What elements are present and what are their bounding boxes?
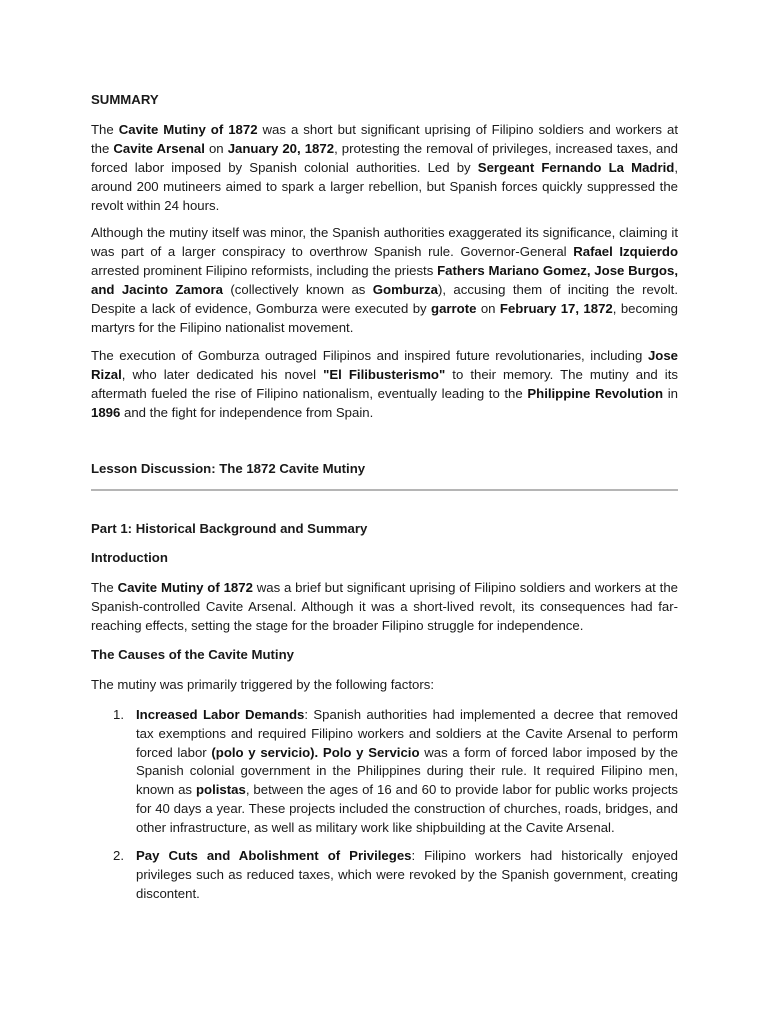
document-page (91, 91, 678, 913)
bold-term: Cavite Arsenal (113, 140, 205, 156)
cause-list-item (91, 706, 678, 838)
bold-term: "El Filibusterismo" (323, 366, 446, 382)
cause-text: Increased Labor Demands: Spanish authorities had implemented a decree that removed tax exemptions and required Filipino workers and soldiers at the Cavite Arsenal to perform forced labor (polo y servicio). Polo y Servicio was a form of forced labor imposed by the Spanish colonial government in the Philippines during their rule. It required Filipino men, known as polistas, between the ages of 16 and 60 to provide labor for public works projects for 40 days a year. These projects included the construction of churches, roads, bridges, and other infrastructure, as well as military work like shipbuilding at the Cavite Arsenal. (136, 706, 679, 836)
bold-term: Gomburza (372, 282, 438, 298)
horizontal-divider (91, 489, 678, 491)
bold-term: Pay Cuts and Abolishment of Privileges (136, 848, 412, 864)
bold-term: Jose Rizal (91, 347, 678, 382)
bold-term: Increased Labor Demands (136, 706, 305, 722)
bold-term: Cavite Mutiny of 1872 (117, 580, 253, 596)
introduction-paragraph: The Cavite Mutiny of 1872 was a brief but significant uprising of Filipino soldiers and workers at the Spanish-controlled Cavite Arsenal. Although it was a short-lived revolt, its consequences had far-reaching effects, setting the stage for the broader Filipino struggle for independence. (91, 580, 678, 634)
summary-paragraph-1: The Cavite Mutiny of 1872 was a short but significant uprising of Filipino soldiers and workers at the Cavite Arsenal on January 20, 1872, protesting the removal of privileges, increased taxes, and forced labor imposed by Spanish colonial authorities. Led by Sergeant Fernando La Madrid, around 200 mutineers aimed to spark a larger rebellion, but Spanish forces quickly suppressed the revolt within 24 hours. (91, 121, 679, 213)
bold-term: Philippine Revolution (527, 385, 664, 401)
part1-heading: Part 1: Historical Background and Summary (91, 521, 368, 537)
bold-term: Fathers Mariano Gomez, Jose Burgos, and Jacinto Zamora (91, 263, 678, 298)
bold-term: garrote (431, 301, 477, 317)
bold-term: (polo y servicio). Polo y Servicio (211, 744, 420, 760)
causes-lead-text: The mutiny was primarily triggered by the following factors: (91, 676, 435, 692)
bold-term: polistas (195, 782, 246, 798)
list-number: 1. (113, 706, 124, 722)
bold-term: Cavite Mutiny of 1872 (118, 121, 258, 137)
bold-term: 1896 (91, 404, 121, 420)
bold-term: January 20, 1872 (227, 140, 335, 156)
bold-term: Rafael Izquierdo (573, 244, 678, 260)
causes-heading: The Causes of the Cavite Mutiny (91, 646, 294, 662)
cause-text: Pay Cuts and Abolishment of Privileges: Filipino workers had historically enjoyed privileges such as reduced taxes, which were revoked by the Spanish government, creating discontent. (136, 848, 678, 901)
summary-paragraph-3: The execution of Gomburza outraged Filipinos and inspired future revolutionaries, including Jose Rizal, who later dedicated his novel "El Filibusterismo" to their memory. The mutiny and its aftermath fueled the rise of Filipino nationalism, eventually leading to the Philippine Revolution in 1896 and the fight for independence from Spain. (91, 347, 678, 420)
bold-term: Sergeant Fernando La Madrid (477, 159, 675, 175)
cause-list-item (91, 847, 678, 904)
summary-paragraph-2: Although the mutiny itself was minor, the Spanish authorities exaggerated its significance, claiming it was part of a larger conspiracy to overthrow Spanish rule. Governor-General Rafael Izquierdo arrested prominent Filipino reformists, including the priests Fathers Mariano Gomez, Jose Burgos, and Jacinto Zamora (collectively known as Gomburza), accusing them of inciting the revolt. Despite a lack of evidence, Gomburza were executed by garrote on February 17, 1872, becoming martyrs for the Filipino nationalist movement. (91, 225, 678, 335)
lesson-title: Lesson Discussion: The 1872 Cavite Mutiny (91, 460, 366, 476)
introduction-heading: Introduction (91, 550, 168, 566)
summary-heading: SUMMARY (91, 92, 159, 107)
causes-list (91, 706, 678, 904)
bold-term: February 17, 1872 (499, 301, 613, 317)
list-number: 2. (113, 848, 124, 864)
